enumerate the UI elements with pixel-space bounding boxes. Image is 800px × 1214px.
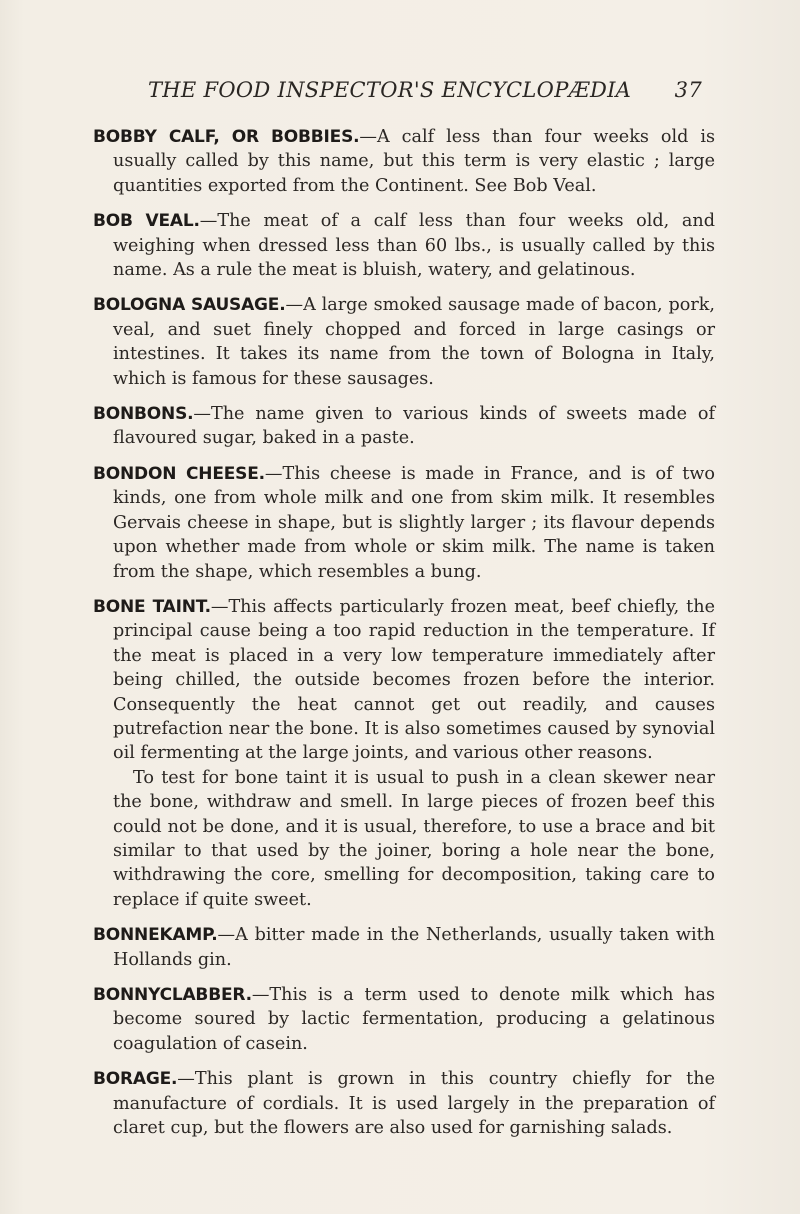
encyclopedia-entries (93, 125, 715, 1151)
entry-bob-veal: BOB VEAL.—The meat of a calf less than four weeks old, and weighing when dressed less than 60 lbs., is usually called by this name. As a rule the meat is bluish, watery, and gelatinous. (93, 211, 715, 281)
running-title: THE FOOD INSPECTOR'S ENCYCLOPÆDIA (148, 78, 632, 102)
entry-text: This cheese is made in France, and is of two kinds, one from whole milk and one from skim milk. It resembles Gervais cheese in shape, but is slightly larger ; its flavour depends upon whether made from whole or skim milk. The name is taken from the shape, which resembles a bung. (113, 463, 715, 582)
entry-text: This is a term used to denote milk which has become soured by lactic fermentation, producing a gelatinous coagulation of casein. (113, 985, 715, 1054)
entry-bone-taint: BONE TAINT.—This affects particularly frozen meat, beef chiefly, the principal cause being a too rapid reduction in the temperature. If the meat is placed in a very low temperature immediately after being chilled, the outside becomes frozen before the interior. Consequently the heat cannot get out readily, and causes putrefaction near the bone. It is also sometimes caused by synovial oil fermenting at the large joints, and various other reasons. To test for bone taint it is usual to push in a clean skewer near the bone, withdraw and smell. In large pieces of frozen beef this could not be done, and it is usual, therefore, to use a brace and bit similar to that used by the joiner, boring a hole near the bone, withdrawing the core, smelling for decomposition, taking care to replace if quite sweet. (93, 595, 715, 912)
entry-term: BOLOGNA SAUSAGE. (93, 295, 286, 316)
entry-term: BONDON CHEESE. (93, 463, 265, 484)
entry-term: BONE TAINT. (93, 596, 211, 617)
entry-text: A large smoked sausage made of bacon, pork, veal, and suet finely chopped and forced in large casings or intestines. It takes its name from the town of Bologna in Italy, which is famous for these sausages. (113, 295, 715, 389)
entry-text-continued: To test for bone taint it is usual to push in a clean skewer near the bone, withdraw and smell. In large pieces of frozen beef this could not be done, and it is usual, therefore, to use a brace and bit similar to that used by the joiner, boring a hole near the bone, withdrawing the core, smelling for decomposition, taking care to replace if quite sweet. (113, 767, 715, 910)
entry-term: BONBONS. (93, 404, 194, 425)
entry-borage: BORAGE.—This plant is grown in this country chiefly for the manufacture of cordials. It is used largely in the preparation of claret cup, but the flowers are also used for garnishing salads. (93, 1069, 715, 1139)
entry-term: BORAGE. (93, 1069, 178, 1090)
entry-text: The name given to various kinds of sweets made of flavoured sugar, baked in a paste. (113, 404, 715, 449)
entry-bonnekamp: BONNEKAMP.—A bitter made in the Netherlands, usually taken with Hollands gin. (93, 925, 715, 970)
running-header (140, 78, 710, 110)
entry-term: BOBBY CALF, OR BOBBIES. (93, 127, 360, 147)
entry-text: A calf less than four weeks old is usually called by this name, but this term is very elastic ; large quantities exported from the Continent. See Bob Veal. (113, 127, 716, 196)
entry-bobby-calf: BOBBY CALF, OR BOBBIES.—A calf less than four weeks old is usually called by this name, but this term is very elastic ; large quantities exported from the Continent. See Bob Veal. (93, 127, 716, 196)
entry-text: This affects particularly frozen meat, beef chiefly, the principal cause being a too rapid reduction in the temperature. If the meat is placed in a very low temperature immediately after being chilled, the outside becomes frozen before the interior. Consequently the heat cannot get out readily, and causes putrefaction near the bone. It is also sometimes caused by synovial oil fermenting at the large joints, and various other reasons. (113, 596, 715, 764)
entry-text: This plant is grown in this country chiefly for the manufacture of cordials. It is used largely in the preparation of claret cup, but the flowers are also used for garnishing salads. (113, 1069, 715, 1139)
page-number: 37 (674, 78, 702, 102)
entry-bondon-cheese: BONDON CHEESE.—This cheese is made in France, and is of two kinds, one from whole milk and one from skim milk. It resembles Gervais cheese in shape, but is slightly larger ; its flavour depends upon whether made from whole or skim milk. The name is taken from the shape, which resembles a bung. (93, 463, 715, 582)
entry-term: BONNEKAMP. (93, 925, 218, 946)
entry-bonnyclabber: BONNYCLABBER.—This is a term used to denote milk which has become soured by lactic fermentation, producing a gelatinous coagulation of casein. (93, 985, 715, 1054)
entry-bonbons: BONBONS.—The name given to various kinds of sweets made of flavoured sugar, baked in a paste. (93, 404, 715, 449)
entry-text: A bitter made in the Netherlands, usually taken with Hollands gin. (113, 925, 715, 970)
entry-term: BOB VEAL. (93, 211, 200, 232)
entry-bologna-sausage: BOLOGNA SAUSAGE.—A large smoked sausage made of bacon, pork, veal, and suet finely chopped and forced in large casings or intestines. It takes its name from the town of Bologna in Italy, which is famous for these sausages. (93, 295, 715, 389)
entry-text: The meat of a calf less than four weeks old, and weighing when dressed less than 60 lbs., is usually called by this name. As a rule the meat is bluish, watery, and gelatinous. (113, 211, 715, 281)
entry-term: BONNYCLABBER. (93, 985, 252, 1005)
